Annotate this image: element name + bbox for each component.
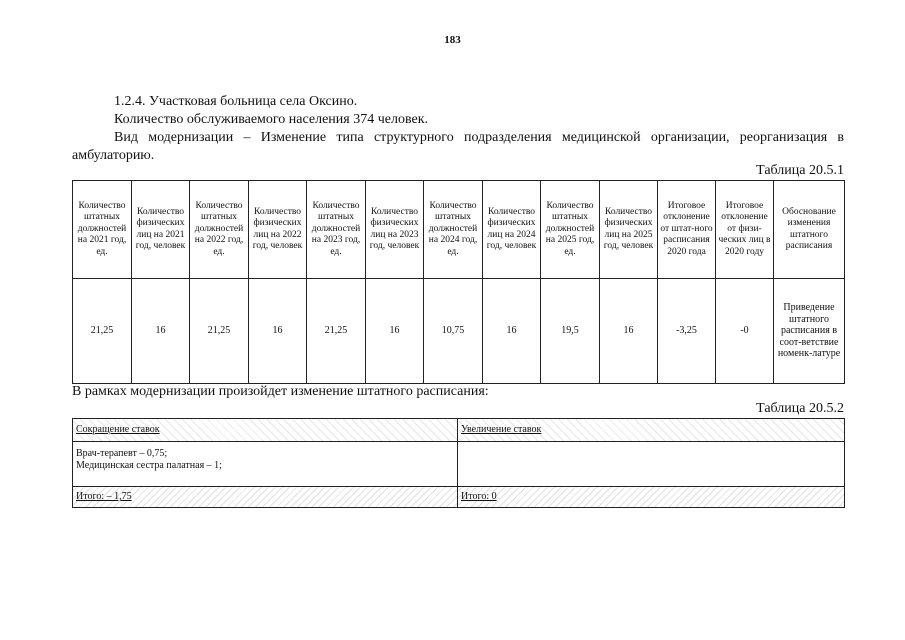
reduction-header [73,419,458,442]
table-header-row [73,419,845,442]
header-cell: Количество штатных должностей на 2025 год, ед. [541,181,600,279]
value-cell: 10,75 [424,279,483,384]
staffing-table [72,180,845,384]
staff-change-intro: В рамках модернизации произойдет изменение штатного расписания: [72,384,489,399]
value-cell: 16 [132,279,190,384]
value-cell: 21,25 [73,279,132,384]
header-cell: Количество физических лиц на 2021 год, человек [132,181,190,279]
header-cell: Количество штатных должностей на 2024 год, ед. [424,181,483,279]
increase-header-label: Увеличение ставок [461,424,542,435]
reduction-list [73,442,458,487]
table1-caption: Таблица 20.5.1 [756,163,844,178]
header-cell: Количество штатных должностей на 2021 год, ед. [73,181,132,279]
reduction-total [73,487,458,508]
value-cell: 16 [600,279,658,384]
totals-row [73,487,845,508]
value-cell: 21,25 [190,279,249,384]
value-cell: -3,25 [658,279,716,384]
header-cell: Количество штатных должностей на 2022 год, ед. [190,181,249,279]
table2-caption: Таблица 20.5.2 [756,401,844,416]
page-number: 183 [444,34,461,46]
header-cell: Обоснование изменения штатного расписания [774,181,845,279]
rate-change-table [72,418,845,508]
header-cell: Количество физических лиц на 2024 год, человек [483,181,541,279]
increase-header [458,419,845,442]
header-cell: Количество физических лиц на 2022 год, человек [249,181,307,279]
reduction-header-label: Сокращение ставок [76,424,160,435]
value-cell: 16 [366,279,424,384]
value-cell: 16 [249,279,307,384]
header-cell: Итоговое отклонение от физи-ческих лиц в 2020 году [716,181,774,279]
list-item: Медицинская сестра палатная – 1; [76,460,222,471]
value-cell: -0 [716,279,774,384]
section-heading: 1.2.4. Участковая больница села Оксино. [114,94,358,109]
reduction-total-label: Итого: – 1,75 [76,491,132,502]
list-item: Врач-терапевт – 0,75; [76,448,168,459]
table-header-row [73,181,845,279]
table-row [73,442,845,487]
justification-cell: Приведение штатного расписания в соот-ветствие номенк-латуре [774,279,845,384]
header-cell: Количество физических лиц на 2025 год, человек [600,181,658,279]
value-cell: 19,5 [541,279,600,384]
header-cell: Количество штатных должностей на 2023 год, ед. [307,181,366,279]
increase-list [458,442,845,487]
table-row [73,279,845,384]
population-line: Количество обслуживаемого населения 374 человек. [114,112,429,127]
header-cell: Количество физических лиц на 2023 год, человек [366,181,424,279]
value-cell: 16 [483,279,541,384]
header-cell: Итоговое отклонение от штат-ного расписания 2020 года [658,181,716,279]
increase-total-label: Итого: 0 [461,491,497,502]
increase-total [458,487,845,508]
modernization-paragraph: Вид модернизации – Изменение типа структурного подразделения медицинской организации, реорганизация в амбулаторию. [72,130,844,163]
value-cell: 21,25 [307,279,366,384]
